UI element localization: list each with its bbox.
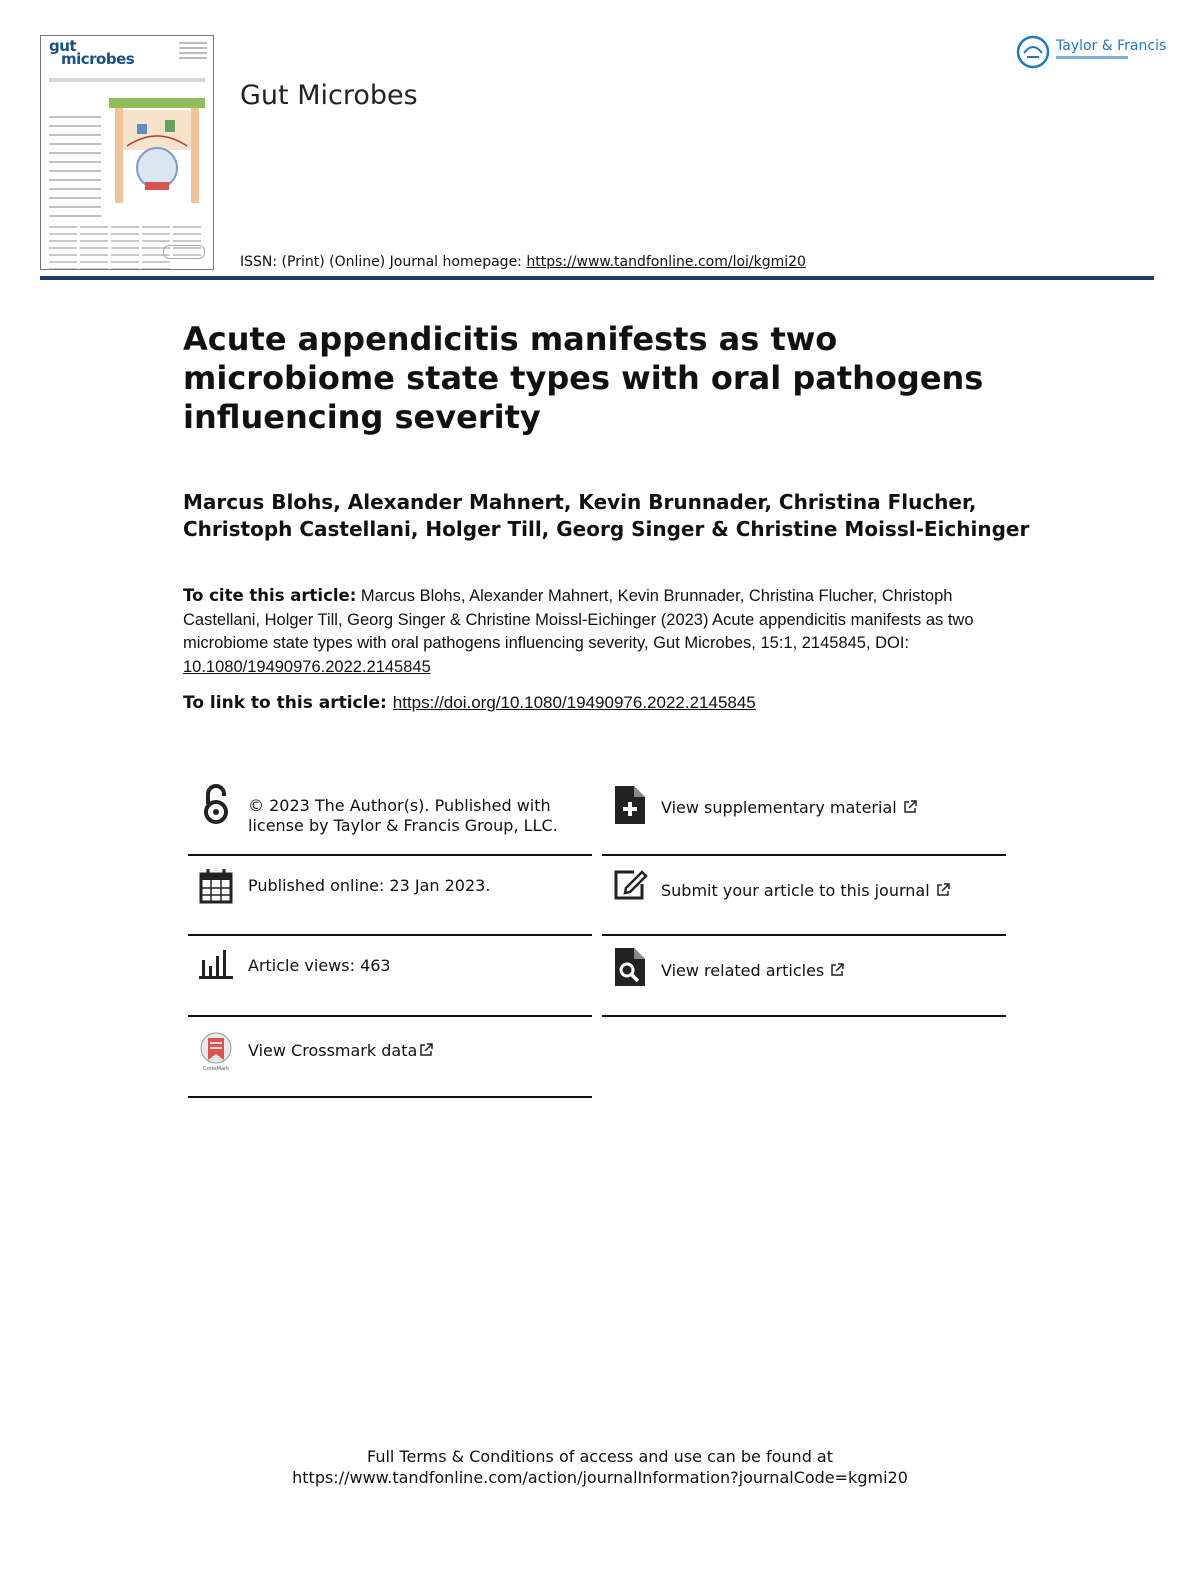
crossmark-badge-label: CrossMark <box>202 1066 230 1072</box>
related-articles-link[interactable] <box>602 946 1006 1026</box>
publisher-emblem-icon <box>1016 35 1052 69</box>
article-link-block <box>183 691 1013 715</box>
header-rule <box>40 276 1154 280</box>
open-access-icon <box>198 784 234 826</box>
supplementary-link[interactable] <box>602 784 1006 864</box>
cover-contents-left <box>49 116 101 224</box>
divider <box>188 854 592 856</box>
citation-block <box>183 584 1013 679</box>
journal-name: Gut Microbes <box>240 80 418 111</box>
footer <box>0 1446 1200 1488</box>
issn-text: ISSN: (Print) (Online) Journal homepage: <box>240 254 527 270</box>
crossmark-label: View Crossmark data <box>248 1041 418 1060</box>
crossmark-link[interactable] <box>188 1030 592 1110</box>
journal-cover-thumbnail <box>40 35 214 270</box>
publisher-name: Taylor & Francis <box>1056 38 1167 54</box>
add-file-icon <box>612 784 648 826</box>
search-document-icon <box>612 946 648 988</box>
publisher-logo[interactable] <box>1016 35 1167 69</box>
citation-label: To cite this article: <box>183 586 357 605</box>
published-date: Published online: 23 Jan 2023. <box>248 876 491 895</box>
divider <box>602 934 1006 936</box>
license-info <box>188 784 592 864</box>
article-link-label: To link to this article: <box>183 693 387 713</box>
article-title: Acute appendicitis manifests as two microbiome state types with oral pathogens influencing severity <box>183 320 984 436</box>
edit-icon <box>612 866 648 908</box>
cover-title: gut microbes <box>49 37 135 68</box>
license-line1: © 2023 The Author(s). Published with <box>248 796 551 815</box>
journal-homepage-link[interactable]: https://www.tandfonline.com/loi/kgmi20 <box>526 254 806 270</box>
article-doi-url[interactable]: https://doi.org/10.1080/19490976.2022.2145845 <box>392 693 756 712</box>
citation-text: Marcus Blohs, Alexander Mahnert, Kevin Brunnader, Christina Flucher, Christoph Castellani, Holger Till, Georg Singer & Christine Moissl-Eichinger (2023) Acute appendicitis manifests as two microbiome state types with oral pathogens influencing severity, Gut Microbes, 15:1, 2145845, DOI: <box>183 587 974 652</box>
divider <box>188 1015 592 1017</box>
publisher-tagline <box>1056 56 1128 59</box>
divider <box>602 854 1006 856</box>
cover-illustration <box>107 96 207 211</box>
citation-doi-link[interactable]: 10.1080/19490976.2022.2145845 <box>183 657 431 676</box>
cover-issue-info <box>179 42 207 66</box>
bar-chart-icon <box>198 946 234 988</box>
external-link-icon <box>936 883 950 897</box>
cover-band <box>49 78 205 82</box>
views-info <box>188 946 592 1026</box>
cover-publisher-logo <box>163 245 205 259</box>
divider <box>602 1015 1006 1017</box>
article-views: Article views: 463 <box>248 956 391 975</box>
article-authors: Marcus Blohs, Alexander Mahnert, Kevin Brunnader, Christina Flucher, Christoph Castellani, Holger Till, Georg Singer & Christine Moissl-Eichinger <box>183 490 1030 541</box>
external-link-icon <box>419 1043 433 1057</box>
issn-line <box>240 254 806 270</box>
external-link-icon <box>903 800 917 814</box>
divider <box>188 934 592 936</box>
related-label: View related articles <box>661 961 825 980</box>
external-link-icon <box>830 963 844 977</box>
license-line2: license by Taylor & Francis Group, LLC. <box>248 816 558 835</box>
supplementary-label: View supplementary material <box>661 798 897 817</box>
calendar-icon <box>198 866 234 908</box>
submit-label: Submit your article to this journal <box>661 881 930 900</box>
footer-terms: Full Terms & Conditions of access and use can be found at <box>366 1447 834 1466</box>
crossmark-icon <box>198 1030 234 1072</box>
divider <box>188 1096 592 1098</box>
footer-terms-url[interactable]: https://www.tandfonline.com/action/journalInformation?journalCode=kgmi20 <box>292 1468 908 1487</box>
